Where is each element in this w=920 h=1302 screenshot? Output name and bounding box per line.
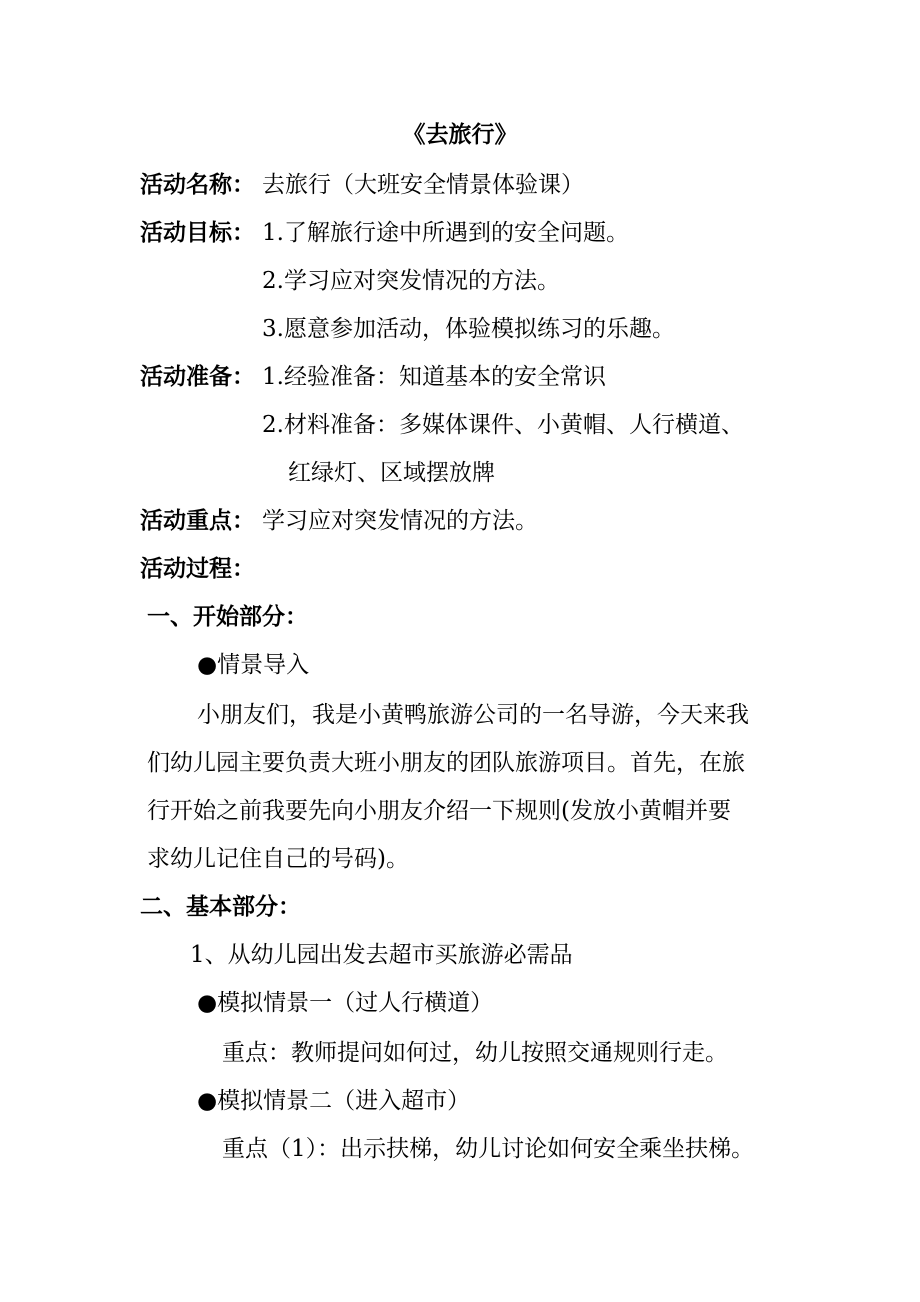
part1-paragraph-line-3: 行开始之前我要先向小朋友介绍一下规则(发放小黄帽并要 bbox=[147, 798, 731, 824]
part2-step-1: 1、从幼儿园出发去超市买旅游必需品 bbox=[190, 942, 573, 968]
part1-heading: 一、开始部分： bbox=[147, 604, 308, 630]
activity-prep-2: 2.材料准备：多媒体课件、小黄帽、人行横道、 bbox=[262, 412, 744, 438]
activity-goal-3: 3.愿意参加活动，体验模拟练习的乐趣。 bbox=[262, 316, 675, 342]
activity-goal-label: 活动目标： bbox=[140, 220, 255, 246]
activity-goal-2: 2.学习应对突发情况的方法。 bbox=[262, 268, 560, 294]
part2-heading: 二、基本部分： bbox=[140, 894, 301, 920]
part1-paragraph-line-2: 们幼儿园主要负责大班小朋友的团队旅游项目。首先，在旅 bbox=[147, 750, 745, 776]
part2-scene-2-point: 重点（1）：出示扶梯，幼儿讨论如何安全乘坐扶梯。 bbox=[222, 1136, 755, 1162]
activity-focus-value: 学习应对突发情况的方法。 bbox=[262, 508, 538, 534]
activity-process-label: 活动过程： bbox=[140, 556, 255, 582]
document-title: 《去旅行》 bbox=[402, 122, 518, 148]
activity-focus-label: 活动重点： bbox=[140, 508, 255, 534]
part2-scene-1: ●模拟情景一（过人行横道） bbox=[197, 990, 494, 1016]
part2-scene-2: ●模拟情景二（进入超市） bbox=[197, 1088, 471, 1114]
activity-name-label: 活动名称： bbox=[140, 172, 255, 198]
activity-goal-1: 1.了解旅行途中所遇到的安全问题。 bbox=[262, 220, 629, 246]
part1-paragraph-line-4: 求幼儿记住自己的号码)。 bbox=[147, 846, 409, 872]
activity-name-value: 去旅行（大班安全情景体验课） bbox=[262, 172, 584, 198]
part1-bullet: ●情景导入 bbox=[197, 652, 310, 678]
activity-prep-2-continued: 红绿灯、区域摆放牌 bbox=[288, 460, 495, 486]
activity-prep-1: 1.经验准备：知道基本的安全常识 bbox=[262, 364, 606, 390]
part2-scene-1-point: 重点：教师提问如何过，幼儿按照交通规则行走。 bbox=[222, 1040, 728, 1066]
activity-prep-label: 活动准备： bbox=[140, 364, 255, 390]
part1-paragraph-line-1: 小朋友们，我是小黄鸭旅游公司的一名导游，今天来我 bbox=[197, 702, 749, 728]
